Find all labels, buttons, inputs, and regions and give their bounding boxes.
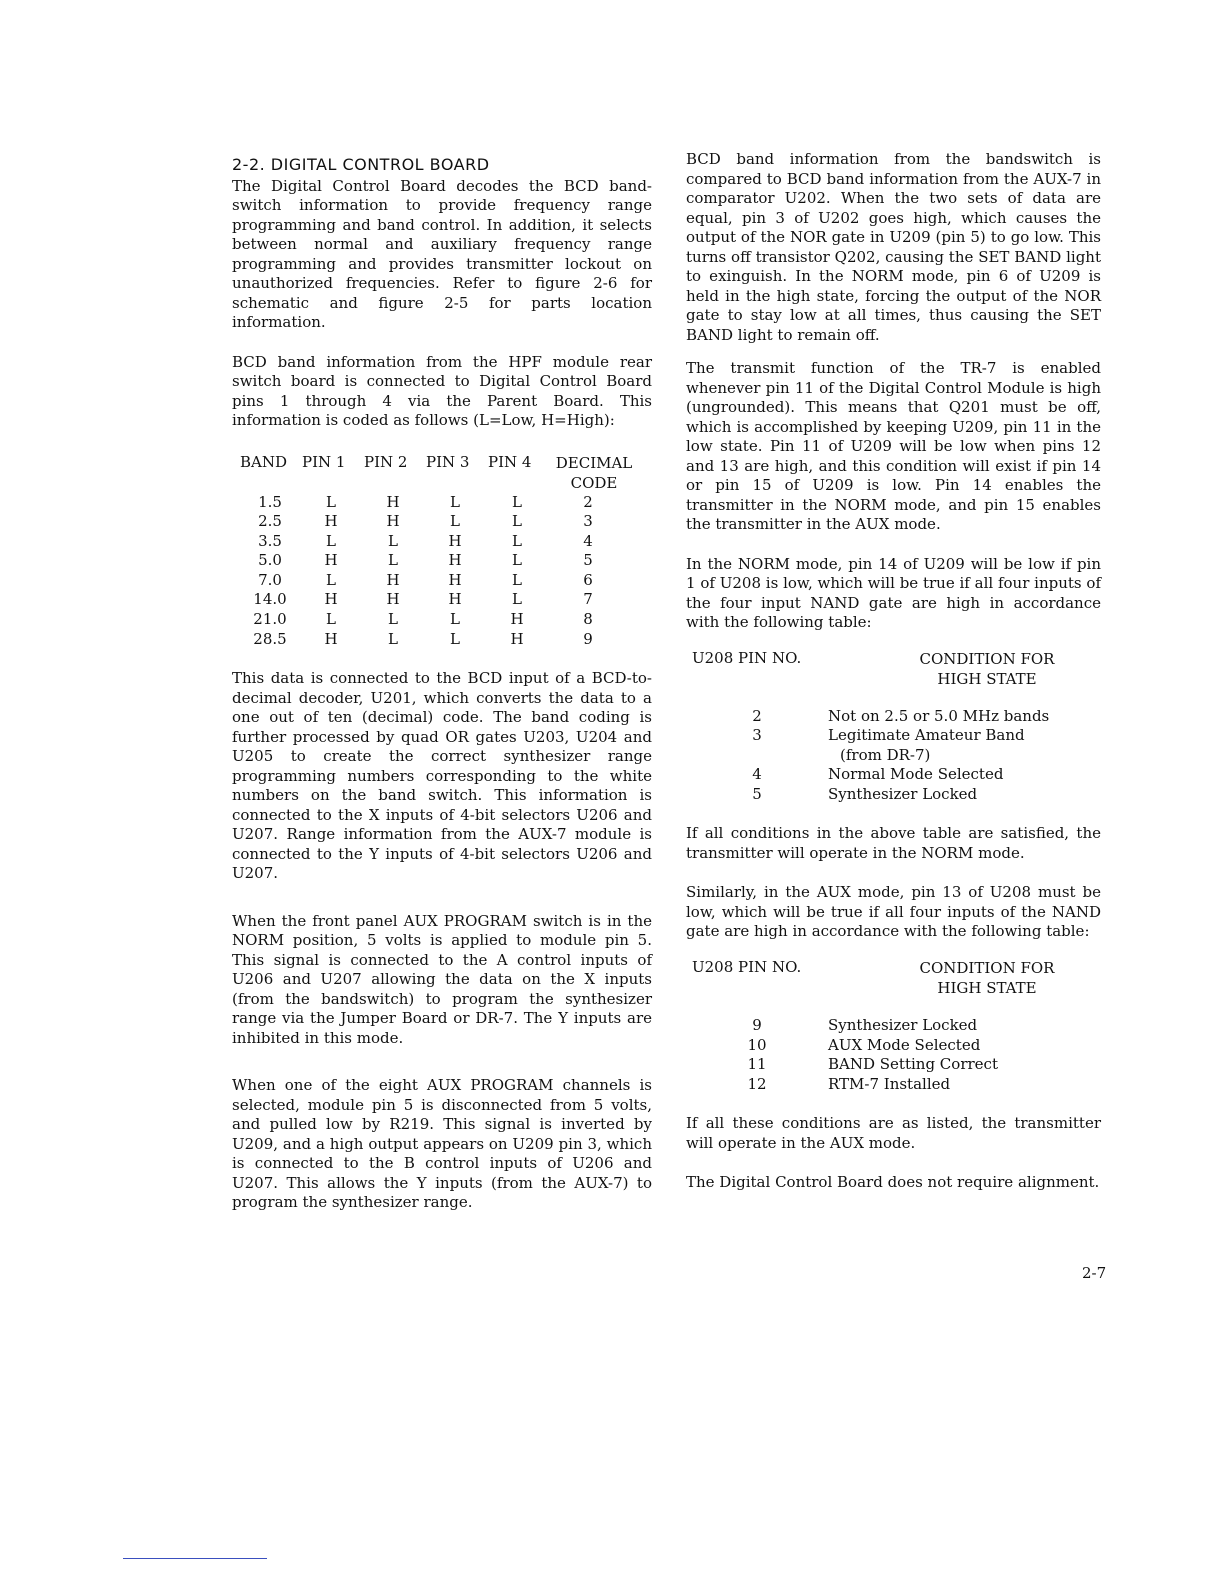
band-table-row [240, 551, 652, 571]
pin3-value: L [450, 629, 460, 648]
pin3-value: L [450, 512, 460, 531]
alignment-paragraph: The Digital Control Board does not require alignment. [686, 1173, 1100, 1192]
pin4-value: L [512, 512, 522, 531]
norm-header-condition [882, 649, 1092, 689]
pin4-value: H [510, 629, 524, 648]
pin-number: 3 [752, 726, 762, 745]
aux-header-pin: U208 PIN NO. [692, 957, 802, 976]
pin1-value: L [326, 492, 336, 511]
band-table [240, 453, 652, 650]
condition-text: Synthesizer Locked [828, 1015, 978, 1034]
header-pin1: PIN 1 [302, 452, 346, 471]
pin3-value: L [450, 610, 460, 629]
band-table-row [240, 590, 652, 610]
pin3-value: H [448, 551, 462, 570]
band-value: 2.5 [258, 512, 282, 531]
condition-row [686, 785, 1101, 805]
pin4-value: L [512, 531, 522, 550]
pin3-value: H [448, 570, 462, 589]
pin2-value: H [386, 570, 400, 589]
pin4-value: H [510, 610, 524, 629]
aux-program-paragraph: When one of the eight AUX PROGRAM channels is selected, module pin 5 is disconnected from 5 volts, and pulled low by R219. This signal is inverted by U209, and a high output appears on U209 pin 3, which is connected to the B control inputs of U206 and U207. This allows the Y inputs (from the AUX-7) to program the synthesizer range. [232, 1076, 652, 1212]
pin2-value: H [386, 492, 400, 511]
norm-header-cond1: CONDITION FOR [919, 649, 1055, 668]
right-column [686, 150, 1101, 1193]
decimal-code-value: 6 [583, 570, 593, 589]
aux-header-cond2: HIGH STATE [937, 978, 1037, 997]
pin4-value: L [512, 570, 522, 589]
decimal-code-value: 5 [583, 551, 593, 570]
decimal-code-value: 4 [583, 531, 593, 550]
decimal-code-value: 7 [583, 590, 593, 609]
condition-row [686, 1055, 1101, 1075]
pin-number-blank [686, 746, 828, 766]
pin4-value: L [512, 492, 522, 511]
pin-number: 4 [752, 765, 762, 784]
band-value: 28.5 [253, 629, 287, 648]
condition-text: RTM-7 Installed [828, 1074, 951, 1093]
condition-text: Synthesizer Locked [828, 784, 978, 803]
pin1-value: H [324, 590, 338, 609]
pin2-value: H [386, 512, 400, 531]
condition-text: Legitimate Amateur Band [828, 726, 1025, 745]
pin-number: 12 [747, 1074, 767, 1093]
pin3-value: H [448, 590, 462, 609]
band-table-header [240, 453, 652, 493]
band-value: 5.0 [258, 551, 282, 570]
condition-row [686, 1036, 1101, 1056]
decimal-code-value: 2 [583, 492, 593, 511]
condition-row [686, 1075, 1101, 1095]
pin1-value: H [324, 629, 338, 648]
aux-condition-table [686, 958, 1101, 1094]
band-table-body [240, 493, 652, 650]
pin2-value: L [388, 551, 398, 570]
pin-number: 10 [747, 1035, 767, 1054]
band-table-row [240, 571, 652, 591]
pin2-value: L [388, 610, 398, 629]
pin1-value: L [326, 570, 336, 589]
aux-table-header [686, 958, 1101, 998]
norm-header-cond2: HIGH STATE [937, 669, 1037, 688]
band-table-row [240, 493, 652, 513]
condition-subtext: (from DR-7) [840, 745, 931, 764]
pin1-value: H [324, 512, 338, 531]
band-value: 21.0 [253, 610, 287, 629]
band-value: 3.5 [258, 531, 282, 550]
pin4-value: L [512, 590, 522, 609]
condition-row [686, 1016, 1101, 1036]
band-table-row [240, 610, 652, 630]
band-value: 1.5 [258, 492, 282, 511]
section-heading: 2-2. DIGITAL CONTROL BOARD [232, 155, 490, 174]
decimal-code-value: 3 [583, 512, 593, 531]
decimal-code-value: 9 [583, 629, 593, 648]
condition-row [686, 765, 1101, 785]
band-table-row [240, 512, 652, 532]
aux-mode-paragraph: Similarly, in the AUX mode, pin 13 of U208 must be low, which will be true if all four inputs of the NAND gate are high in accordance with the following table: [686, 883, 1101, 941]
decoder-paragraph: This data is connected to the BCD input of a BCD-to-decimal decoder, U201, which converts the data to a one out of ten (decimal) code. The band coding is further processed by quad OR gates U203, U204 and U205 to create the correct synthesizer range programming numbers corresponding to the white numbers on the band switch. This information is connected to the X inputs of 4-bit selectors U206 and U207. Range information from the AUX-7 module is connected to the Y inputs of 4-bit selectors U206 and U207. [232, 669, 652, 883]
condition-text: Normal Mode Selected [828, 765, 1004, 784]
band-table-row [240, 630, 652, 650]
page-number: 2-7 [1082, 1264, 1107, 1282]
norm-table-body [686, 707, 1101, 805]
decimal-code-value: 8 [583, 610, 593, 629]
condition-text: AUX Mode Selected [828, 1035, 981, 1054]
pin-number: 5 [752, 784, 762, 803]
pin2-value: H [386, 590, 400, 609]
pin-number: 11 [747, 1055, 767, 1074]
pin3-value: L [450, 492, 460, 511]
comparator-paragraph: BCD band information from the bandswitch is compared to BCD band information from the AUX-7 in comparator U202. When the two sets of data are equal, pin 3 of U202 goes high, which causes the output of the NOR gate in U209 (pin 5) to go low. This turns off transistor Q202, causing the SET BAND light to exinguish. In the NORM mode, pin 6 of U209 is held in the high state, forcing the output of the NOR gate to stay low at all times, thus causing the SET BAND light to remain off. [686, 150, 1101, 344]
pin4-value: L [512, 551, 522, 570]
pin3-value: H [448, 531, 462, 550]
header-decimal-code [548, 453, 640, 493]
header-band: BAND [240, 452, 288, 471]
pin1-value: H [324, 551, 338, 570]
footnote-rule [123, 1558, 267, 1559]
header-pin3: PIN 3 [426, 452, 470, 471]
condition-row-continued [686, 746, 1101, 766]
pin2-value: L [388, 531, 398, 550]
left-column [232, 155, 652, 1213]
norm-table-header [686, 649, 1101, 689]
aux-result-paragraph: If all these conditions are as listed, the transmitter will operate in the AUX mode. [686, 1114, 1101, 1152]
condition-text: BAND Setting Correct [828, 1055, 998, 1074]
pin1-value: L [326, 610, 336, 629]
band-table-row [240, 532, 652, 552]
pin-number: 9 [752, 1015, 762, 1034]
condition-row [686, 707, 1101, 727]
bcd-paragraph: BCD band information from the HPF module rear switch board is connected to Digital Control Board pins 1 through 4 via the Parent Board. This information is coded as follows (L=Low, H=High): [232, 352, 652, 429]
pin2-value: L [388, 629, 398, 648]
norm-position-paragraph: When the front panel AUX PROGRAM switch is in the NORM position, 5 volts is applied to module pin 5. This signal is connected to the A control inputs of U206 and U207 allowing the data on the X inputs (from the bandswitch) to program the synthesizer range via the Jumper Board or DR-7. The Y inputs are inhibited in this mode. [232, 911, 652, 1047]
norm-condition-table [686, 649, 1101, 805]
band-value: 7.0 [258, 570, 282, 589]
norm-result-paragraph: If all conditions in the above table are satisfied, the transmitter will operate in the NORM mode. [686, 824, 1101, 862]
norm-mode-paragraph: In the NORM mode, pin 14 of U209 will be low if pin 1 of U208 is low, which will be true if all four inputs of the four input NAND gate are high in accordance with the following table: [686, 554, 1101, 631]
condition-text: Not on 2.5 or 5.0 MHz bands [828, 706, 1050, 725]
aux-header-cond1: CONDITION FOR [919, 958, 1055, 977]
header-code: CODE [570, 473, 618, 492]
transmit-paragraph: The transmit function of the TR-7 is enabled whenever pin 11 of the Digital Control Module is high (ungrounded). This means that Q201 must be off, which is accomplished by keeping U209, pin 11 in the low state. Pin 11 of U209 will be low when pins 12 and 13 are high, and this condition will exist if pin 14 or pin 15 of U209 is low. Pin 14 enables the transmitter in the NORM mode, and pin 15 enables the transmitter in the AUX mode. [686, 359, 1101, 533]
header-pin4: PIN 4 [488, 452, 532, 471]
condition-row [686, 726, 1101, 746]
intro-paragraph: The Digital Control Board decodes the BCD band-switch information to provide frequency range programming and band control. In addition, it selects between normal and auxiliary frequency range programming and provides transmitter lockout on unauthorized frequencies. Refer to figure 2-6 for schematic and figure 2-5 for parts location information. [232, 176, 652, 331]
header-decimal: DECIMAL [555, 453, 633, 472]
aux-header-condition [882, 958, 1092, 998]
aux-table-body [686, 1016, 1101, 1094]
band-value: 14.0 [253, 590, 287, 609]
pin1-value: L [326, 531, 336, 550]
norm-header-pin: U208 PIN NO. [692, 648, 802, 667]
header-pin2: PIN 2 [364, 452, 408, 471]
pin-number: 2 [752, 706, 762, 725]
